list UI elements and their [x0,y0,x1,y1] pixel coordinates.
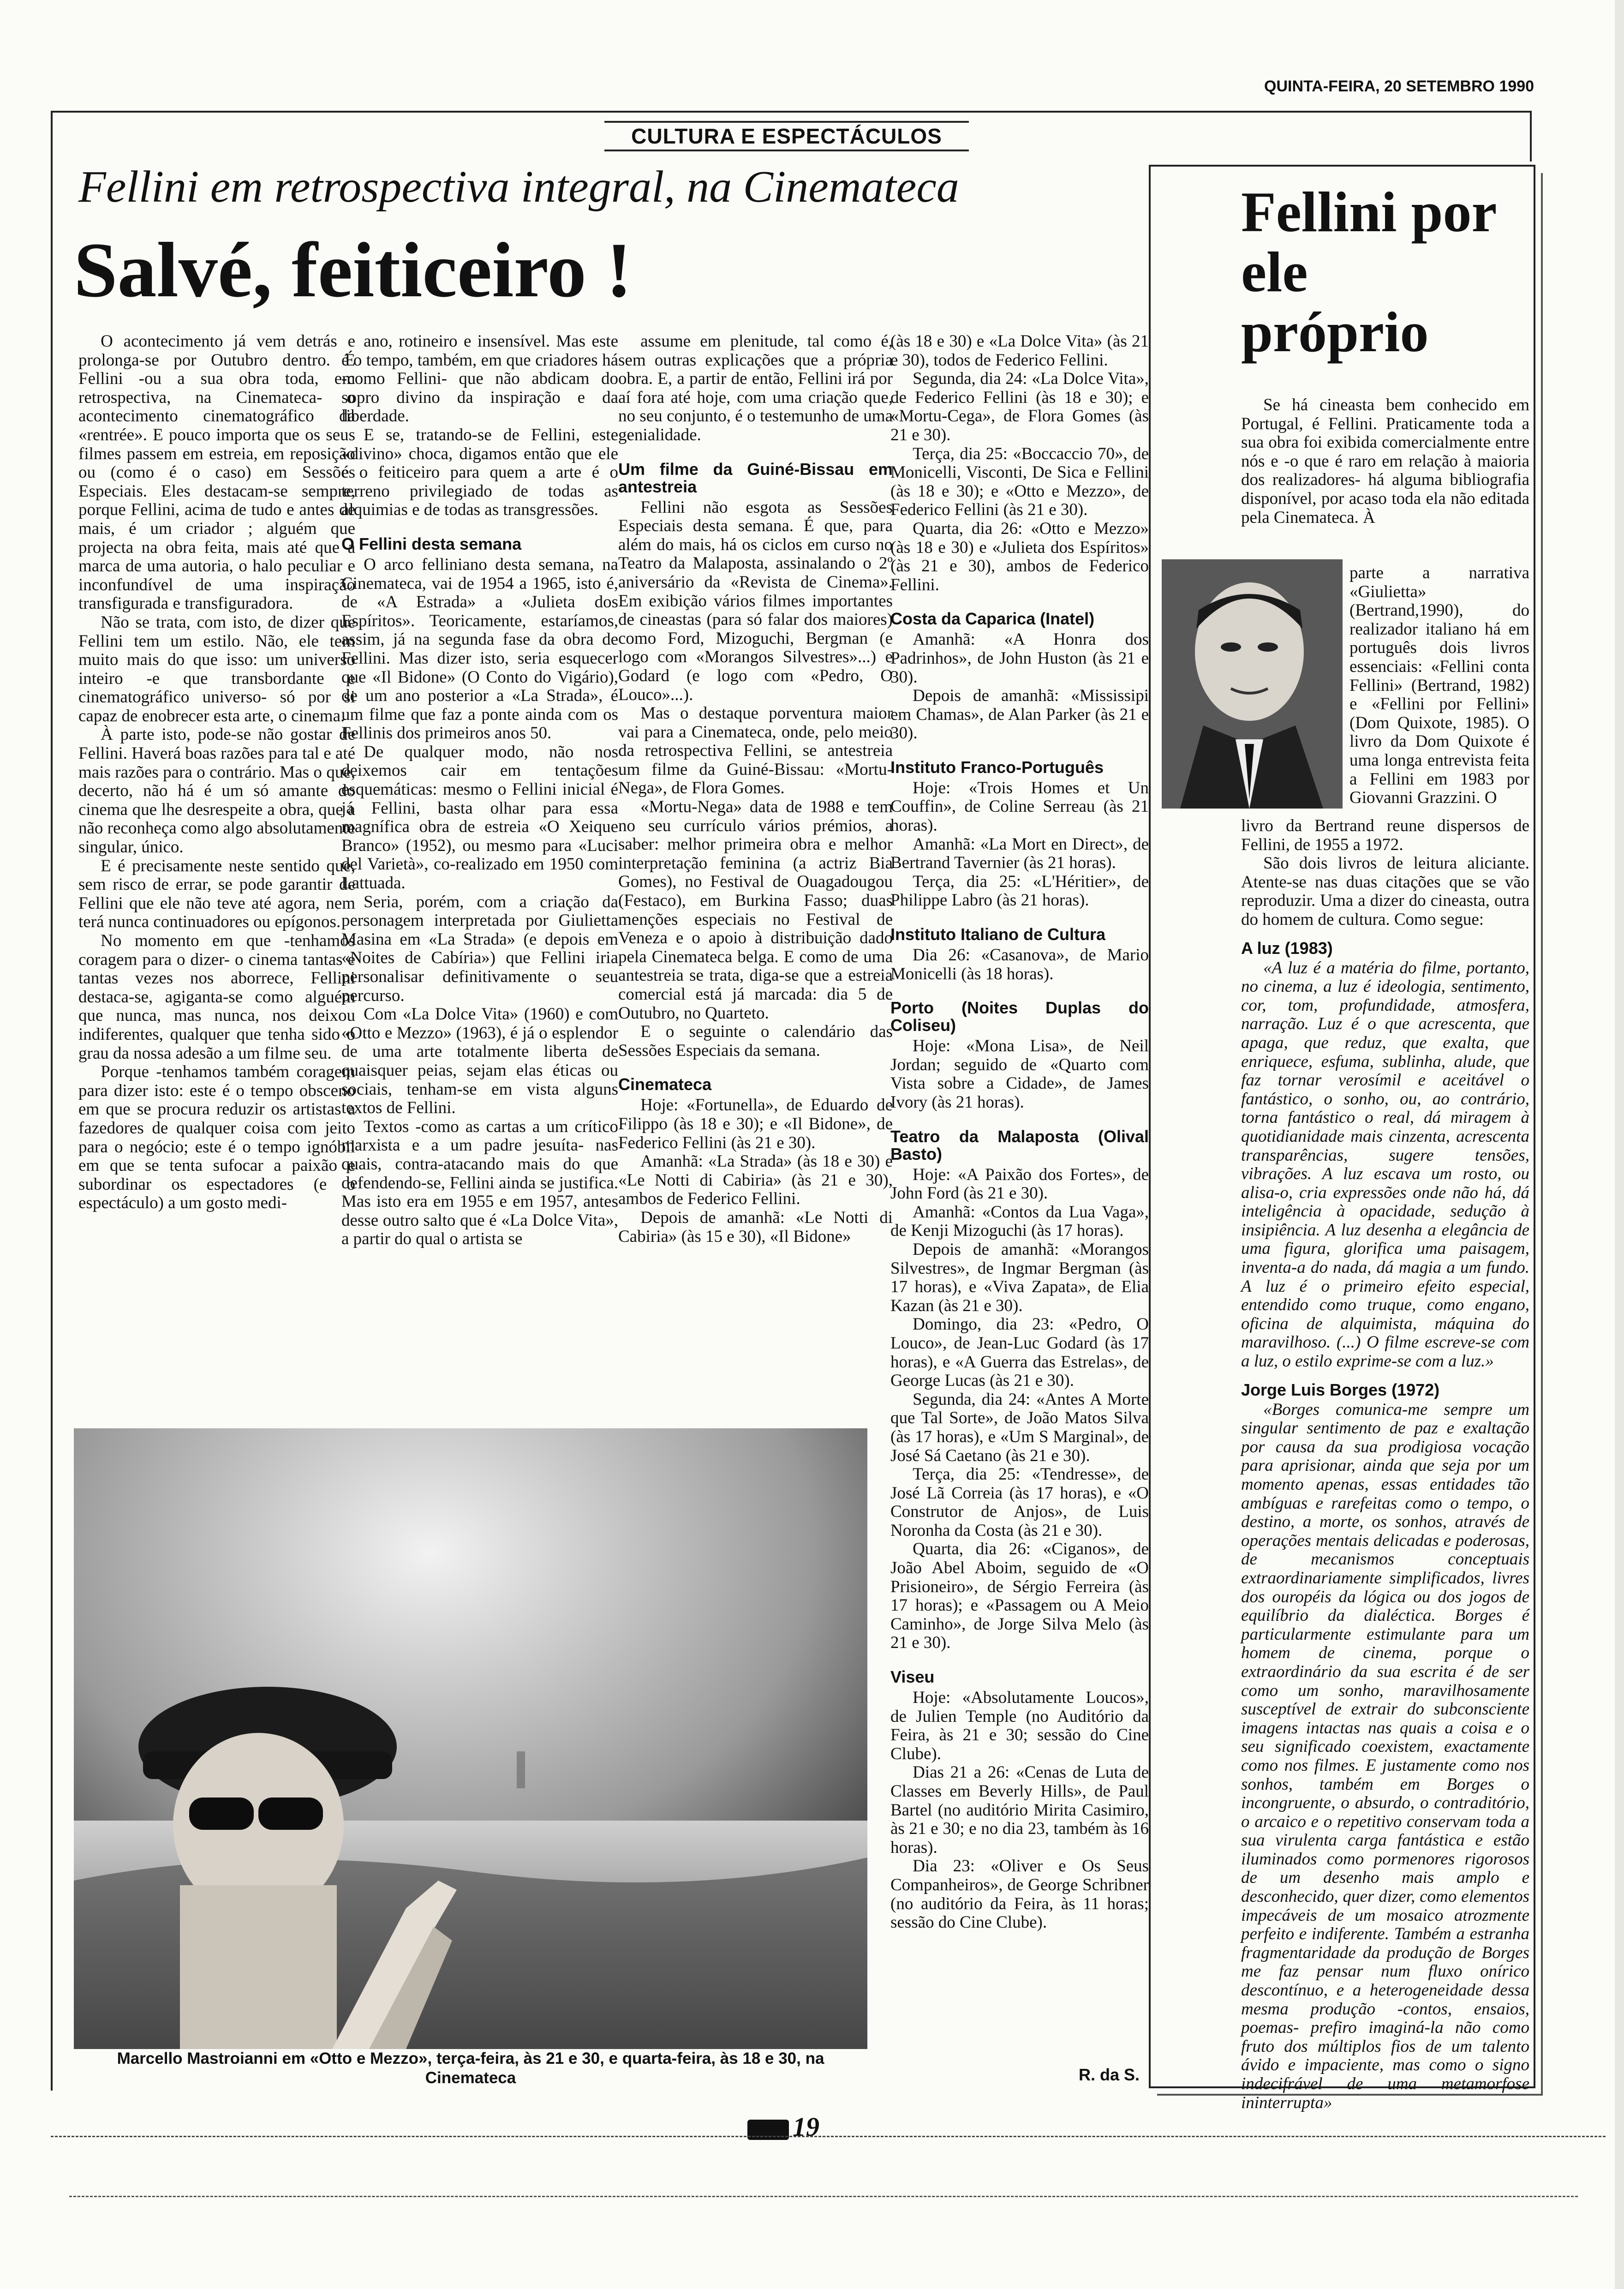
listing: Amanhã: «A Honra dos Padrinhos», de John Huston (às 21 e 30). [890,630,1149,687]
fellini-portrait [1162,559,1343,809]
venue-heading: Porto (Noites Duplas do Coliseu) [890,998,1149,1035]
listing: Depois de amanhã: «Mississipi em Chamas», de Alan Parker (às 21 e 30). [890,686,1149,743]
scan-margin [1615,0,1624,2289]
listing: Depois de amanhã: «Morangos Silvestres», de Ingmar Bergman (às 17 horas), e «Viva Zapata», de Elia Kazan (às 21 e 30). [890,1240,1149,1315]
article-column-1 [78,332,355,1213]
paragraph: E é precisamente neste sentido que, sem risco de errar, se pode garantir de Fellini que ele não teve até agora, nem terá nunca continuadores ou epígonos. [78,856,355,932]
listing: Amanhã: «La Strada» (às 18 e 30) e «Le Notti di Cabiria» (às 21 e 30), ambos de Federico Fellini. [618,1152,893,1209]
listing: Terça, dia 25: «Boccaccio 70», de Monicelli, Visconti, De Sica e Fellini (às 18 e 30); e «Otto e Mezzo», de Federico Fellini (às 21 e 30). [890,444,1149,520]
paragraph: Se há cineasta bem conhecido em Portugal, é Fellini. Praticamente toda a sua obra foi exibida comercialmente entre nós e -o que é raro em relação à maioria dos realizadores- há alguma bibliografia disponível, por acaso toda ela não editada pela Cinemateca. À [1241,395,1529,527]
quote: «Borges comunica-me sempre um singular sentimento de paz e exaltação por causa da sua prodigiosa vocação para aprisionar, ainda que seja por um momento apenas, essas entidades tão ambíguas e rarefeitas como o tempo, o destino, a morte, os sonhos, através de operações mentais delicadas e poderosas, de mecanismos conceptuais extraordinariamente simplificados, livres dos ouropéis da lógica ou dos jogos de equilíbrio da dialéctica. Borges é particularmente estimulante para um homem de cinema, porque o extraordinário da sua escrita é de ser como um sonho, maravilhosamente susceptível de extrair do subconsciente imagens intactas nas quais a coisa e o seu significado coexistem, exactamente como nos filmes. E justamente como nos sonhos, também em Borges o incongruente, o absurdo, o contraditório, o arcaico e o repetitivo conservam toda a sua virulenta carga fantástica e estão iluminados como pormenores rigorosos de um desenho mais amplo e desconhecido, quer dizer, como elementos impecáveis de um mosaico atrozmente perfeito e indiferente. Também a estranha fragmentaridade da produção de Borges me faz pensar num fluxo onírico descontínuo, e a heterogeneidade dessa mesma produção -contos, ensaios, poemas- prefiro imaginá-la não como fruto dos múltiplos fios de um talento ávido e impaciente, mas como o signo indecifrável de uma metamorfose ininterrupta» [1241,1400,1529,2112]
page-frame-right [1530,111,1532,162]
paragraph: E se, tratando-se de Fellini, este «divino» choca, digamos então que ele é o feiticeiro para quem a arte é o terreno privilegiado de todas as alquimias e de todas as transgressões. [341,425,618,520]
paragraph: assume em plenitude, tal como é, sem outras explicações que a própria obra. E, a partir de então, Fellini irá por aí fora até hoje, com uma criação que, no seu conjunto, é o testemunho de uma genialidade. [618,332,893,444]
listing: Hoje: «Trois Homes et Un Couffin», de Coline Serreau (às 21 horas). [890,778,1149,835]
article-column-4 [890,332,1149,1932]
photo-caption: Marcello Mastroianni em «Otto e Mezzo», terça-feira, às 21 e 30, e quarta-feira, às 18 e 30, na Cinemateca [117,2049,824,2087]
photo-image [74,1428,867,2049]
venue-heading: Teatro da Malaposta (Olival Basto) [890,1127,1149,1163]
venue-heading: Instituto Italiano de Cultura [890,925,1105,944]
listing: Quarta, dia 26: «Otto e Mezzo» (às 18 e 30) e «Julieta dos Espíritos» (às 21 e 30), ambos de Federico Fellini. [890,519,1149,594]
quote-heading: Jorge Luis Borges (1972) [1241,1380,1440,1399]
venue-heading: Costa da Caparica (Inatel) [890,609,1095,629]
fold-line [51,2136,1606,2137]
listing: Hoje: «Mona Lisa», de Neil Jordan; seguido de «Quarto com Vista sobre a Cidade», de James Ivory (às 21 horas). [890,1037,1149,1112]
listing: Amanhã: «La Mort en Direct», de Bertrand Tavernier (às 21 horas). [890,834,1149,873]
paragraph: Mas o destaque porventura maior vai para a Cinemateca, onde, pelo meio da retrospectiva Fellini, se antestreia um filme da Guiné-Bissau: «Mortu-Nega», de Flora Gomes. [618,704,893,798]
paragraph: ano, rotineiro e insensível. Mas este é o tempo, também, em que criadores há -como Fellini- que não abdicam do sopro divino da inspiração e da liberdade. [341,332,618,426]
quote-heading: A luz (1983) [1241,938,1333,958]
paragraph: E o seguinte o calendário das Sessões Especiais da semana. [618,1022,893,1060]
page-number-text: 19 [793,2112,819,2142]
listing: Terça, dia 25: «Tendresse», de José Lã Correia (às 17 horas), e «O Construtor de Anjos», de Luis Noronha da Costa (às 21 e 30). [890,1465,1149,1540]
article-kicker: Fellini em retrospectiva integral, na Cinemateca [78,162,959,212]
venue-heading: Viseu [890,1667,935,1687]
listing: Domingo, dia 23: «Pedro, O Louco», de Jean-Luc Godard (às 17 horas), e «A Guerra das Estrelas», de George Lucas (às 21 e 30). [890,1315,1149,1390]
paragraph: Porque -tenhamos também coragem para dizer isto: este é o tempo obsceno em que se procura reduzir os artistas a fazedores de qualquer coisa com jeito para o negócio; este é o tempo ignóbil em que se tenta sufocar a paixão e subordinar os espectadores (e o espectáculo) a um gosto medi- [78,1062,355,1213]
paragraph: O acontecimento já vem detrás e prolonga-se por Outubro dentro. É Fellini -ou a sua obra toda, em retrospectiva, na Cinemateca- o acontecimento cinematográfico da «rentrée». E pouco importa que os seus filmes passem em estreia, em reposição ou (como é o caso) em Sessões Especiais. Eles destacam-se sempre, porque Fellini, acima de tudo e antes de mais, é um criador ; alguém que projecta na obra feita, mais até que a marca de uma autoria, o halo peculiar e inconfundível de uma inspiração transfigurada e transfiguradora. [78,332,355,613]
issue-date: QUINTA-FEIRA, 20 SETEMBRO 1990 [1264,78,1534,95]
paragraph: parte a narrativa «Giulietta» (Bertrand,1990), do realizador italiano há em português dois livros essenciais: «Fellini conta Fellini» (Bertrand, 1982) e «Fellini por Fellini» (Dom Quixote, 1985). O livro da Dom Quixote é uma longa entrevista feita a Fellini em 1983 por Giovanni Grazzini. O [1349,563,1529,808]
sidebar-intro-continued [1349,564,1529,808]
portrait-image [1162,559,1343,809]
paragraph: À parte isto, pode-se não gostar de Fellini. Haverá boas razões para tal e até mais razões para o contrário. Mas o que, decerto, não há é um só amante do cinema que lhe desrespeite a obra, que a não reconheça como algo absolutamente singular, único. [78,725,355,857]
venue-listings [890,610,1149,1932]
listing: Quarta, dia 26: «Ciganos», de João Abel Aboim, seguido de «O Prisioneiro», de Sérgio Ferreira (às 17 horas); e «Passagem ou A Meio Caminho», de Jorge Silva Melo (às 21 e 30). [890,1540,1149,1653]
listing: Amanhã: «Contos da Lua Vaga», de Kenji Mizoguchi (às 17 horas). [890,1202,1149,1240]
subheading: Cinemateca [618,1075,712,1094]
paragraph: livro da Bertrand reune dispersos de Fellini, de 1955 a 1972. [1241,816,1529,854]
article-column-3 [618,332,893,1246]
listing: Hoje: «Fortunella», de Eduardo de Filippo (às 18 e 30); e «Il Bidone», de Federico Fellini (às 21 e 30). [618,1096,893,1152]
paragraph: Seria, porém, com a criação da personagem interpretada por Giulietta Masina em «La Strada» (e depois em «Noites de Cabíria») que Fellini iria personalisar definitivamente o seu percurso. [341,892,618,1005]
article-column-2 [341,332,618,1249]
quote: «A luz é a matéria do filme, portanto, no cinema, a luz é ideologia, sentimento, cor, tom, profundidade, atmosfera, narração. Luz é o que acrescenta, que apaga, que reduz, que exalta, que enriquece, esfuma, sublinha, alude, que faz tornar verosímil e aceitável o fantástico, o sonho, ou, ao contrário, torna fantástico o real, dá miragem à quotidianidade mais cinzenta, acrescenta transparências, sugere tensões, vibrações. A luz escava um rosto, ou alisa-o, cria expressões onde não há, dá inteligência à opacidade, sedução à insipiência. A luz desenha a elegância de uma figura, glorifica uma paisagem, inventa-a do nada, dá magia a um fundo. A luz é o primeiro efeito especial, entendido como truque, como engano, oficina de alquimista, máquina do maravilhoso. (...) O filme escreve-se com a luz, o estilo exprime-se com a luz.» [1241,958,1529,1371]
subheading: O Fellini desta semana [341,534,522,553]
fold-line-lower [69,2196,1578,2197]
listing: Dia 23: «Oliver e Os Seus Companheiros», de George Schribner (no auditório da Feira, às 11 horas; sessão do Cine Clube). [890,1857,1149,1932]
paragraph: De qualquer modo, não nos deixemos cair em tentações esquemáticas: mesmo o Fellini inicial é já Fellini, basta olhar para essa magnífica obra de estreia «O Xeique Branco» (1952), ou mesmo para «Luci del Varietà», co-realizado em 1950 com Lattuada. [341,742,618,893]
paragraph: Com «La Dolce Vita» (1960) e com «Otto e Mezzo» (1963), é já o esplendor de uma arte totalmente liberta de quaisquer peias, sejam elas éticas ou sociais, tenham-se em vista alguns textos de Fellini. [341,1005,618,1118]
paragraph: Não se trata, com isto, de dizer que Fellini tem um estilo. Não, ele tem muito mais do que isso: um universo inteiro -e que transbordante e cinematográfico universo- só por si capaz de enobrecer esta arte, o cinema. [78,612,355,725]
mastroianni-photo [74,1428,867,2049]
paragraph: O arco felliniano desta semana, na Cinemateca, vai de 1954 a 1965, isto é, de «A Estrada» a «Julieta dos Espíritos». Teoricamente, estaríamos, assim, já na segunda fase da obra de Fellini. Mas dizer isto, seria esquecer que «Il Bidone» (O Conto do Vigário), de um ano posterior a «La Strada», é um filme que faz a ponte ainda com os Fellinis dos primeiros anos 50. [341,555,618,743]
paragraph: Fellini não esgota as Sessões Especiais desta semana. É que, para além do mais, há os ciclos em curso no Teatro da Malaposta, assinalando o 2º aniversário da «Revista de Cinema». Em exibição vários filmes importantes de cineastas (para só falar dos maiores) como Ford, Mizoguchi, Bergman (e logo com «Morangos Silvestres»...) e Godard (e logo com «Pedro, O Louco»...). [618,497,893,704]
section-label: CULTURA E ESPECTÁCULOS [604,121,969,151]
listing: Hoje: «A Paixão dos Fortes», de John Ford (às 21 e 30). [890,1165,1149,1203]
subheading: Um filme da Guiné-Bissau em antestreia [618,459,893,496]
paragraph: Textos -como as cartas a um crítico marxista e a um padre jesuíta- nas quais, contra-atacando mais do que defendendo-se, Fellini ainda se justifica. Mas isto era em 1955 e em 1957, antes desse outro salto que é «La Dolce Vita», a partir do qual o artista se [341,1117,618,1249]
sidebar-body [1241,817,1529,2112]
listing: Dias 21 a 26: «Cenas de Luta de Classes em Beverly Hills», de Paul Bartel (no auditório Mirita Casimiro, às 21 e 30; e no dia 23, também às 16 horas). [890,1763,1149,1857]
page-frame-top [51,111,1532,113]
page-number [747,2111,867,2144]
paragraph: «Mortu-Nega» data de 1988 e tem no seu currículo vários prémios, a saber: melhor primeira obra e melhor interpretação feminina (a actriz Bia Gomes), no Festival de Ouagadougou (Festaco), em Burkina Fasso; duas menções especiais no Festival de Veneza e o apoio à distribuição dado pela Cinemateca belga. E como de uma antestreia se trata, diga-se que a estreia comercial está já marcada: dia 5 de Outubro, no Quarteto. [618,797,893,1023]
listing: Segunda, dia 24: «Antes A Morte que Tal Sorte», de João Matos Silva (às 17 horas), e «Um S Marginal», de José Sá Caetano (às 21 e 30). [890,1390,1149,1465]
listing: Segunda, dia 24: «La Dolce Vita», de Federico Fellini (às 18 e 30); e «Mortu-Cega», de Flora Gomes (às 21 e 30). [890,369,1149,444]
paragraph: No momento em que -tenhamos coragem para o dizer- o cinema tantas e tantas vezes nos aborrece, Fellini destaca-se, agiganta-se como alguém que nunca, mas nunca, nos deixou indiferentes, qualquer que tenha sido o grau da nossa adesão a um filme seu. [78,931,355,1063]
page-frame-left [51,111,53,2091]
venue-heading: Instituto Franco-Português [890,757,1104,777]
listing: Dia 26: «Casanova», de Mario Monicelli (às 18 horas). [890,946,1149,983]
author-signature: R. da S. [1078,2065,1140,2084]
listing: Hoje: «Absolutamente Loucos», de Julien Temple (no Auditório da Feira, às 21 e 30; sessão do Cine Clube). [890,1688,1149,1763]
paragraph: São dois livros de leitura aliciante. Atente-se nas duas citações que se vão reproduzir. Uma a dizer do cineasta, outra do homem de cultura. Como segue: [1241,854,1529,929]
listing: (às 18 e 30) e «La Dolce Vita» (às 21 e 30), todos de Federico Fellini. [890,332,1149,370]
listing: Depois de amanhã: «Le Notti di Cabiria» (às 15 e 30), «Il Bidone» [618,1208,893,1246]
sidebar-intro [1241,396,1529,527]
article-headline: Salvé, feiticeiro ! [74,227,633,313]
listing: Terça, dia 25: «L'Héritier», de Philippe Labro (às 21 horas). [890,872,1149,910]
sidebar-title: Fellini por ele próprio [1241,180,1496,364]
